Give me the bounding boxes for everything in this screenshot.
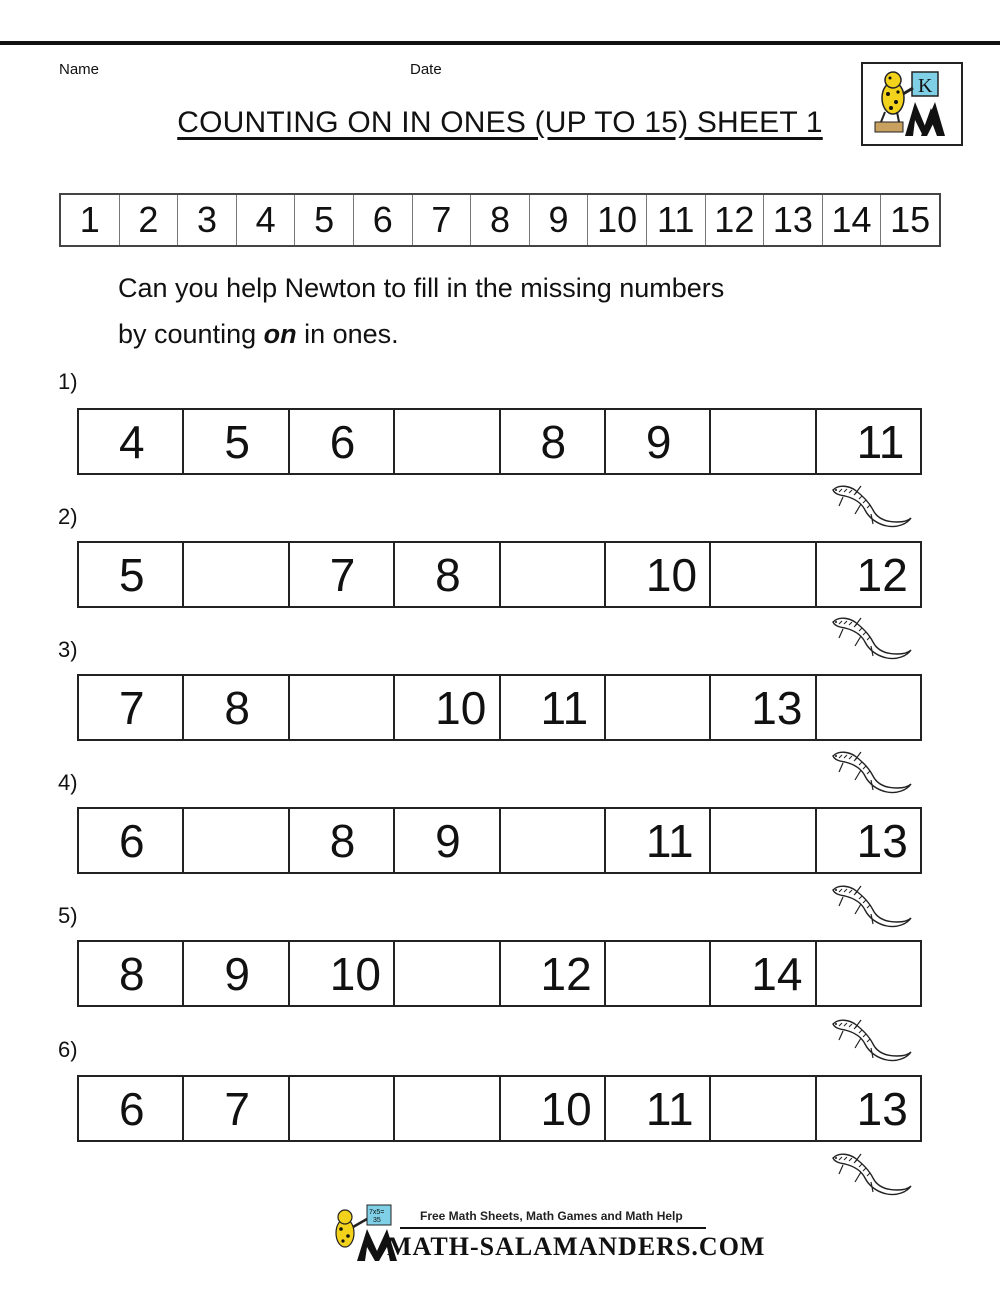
- instruction-line-1: Can you help Newton to fill in the missing numbers: [118, 273, 725, 303]
- footer-tagline: Free Math Sheets, Math Games and Math Help: [420, 1209, 683, 1223]
- answer-box-blank[interactable]: [501, 543, 606, 606]
- page-title: COUNTING ON IN ONES (UP TO 15) SHEET 1: [177, 106, 823, 139]
- answer-box: 12: [501, 942, 606, 1005]
- question-number: 5): [58, 903, 78, 928]
- number-line-cell: 4: [237, 195, 296, 245]
- answer-box: 4: [79, 410, 184, 473]
- answer-box: 11: [606, 1077, 711, 1140]
- answer-box: 7: [184, 1077, 289, 1140]
- answer-box-blank[interactable]: [711, 543, 816, 606]
- question-number: 2): [58, 504, 78, 529]
- number-line-cell: 5: [295, 195, 354, 245]
- number-line-cell: 9: [530, 195, 589, 245]
- newton-salamander-icon: [825, 746, 915, 796]
- footer-rule: [400, 1227, 706, 1229]
- answer-box: 10: [290, 942, 395, 1005]
- number-line-cell: 10: [588, 195, 647, 245]
- answer-box-blank[interactable]: [395, 410, 500, 473]
- answer-box: 5: [79, 543, 184, 606]
- answer-box: 9: [395, 809, 500, 872]
- answer-box: 11: [606, 809, 711, 872]
- answer-box-blank[interactable]: [606, 676, 711, 739]
- name-label: Name: [59, 61, 100, 78]
- answer-box: 12: [856, 548, 908, 601]
- svg-text:35: 35: [373, 1217, 381, 1224]
- question-row: [77, 940, 922, 1007]
- answer-box: 10: [395, 676, 500, 739]
- number-line-cell: 6: [354, 195, 413, 245]
- answer-box-blank[interactable]: [711, 410, 816, 473]
- number-line-cell: 13: [764, 195, 823, 245]
- answer-box-blank[interactable]: [290, 1077, 395, 1140]
- question-row: [77, 541, 922, 608]
- answer-box: 7: [290, 543, 395, 606]
- date-label: Date: [410, 61, 442, 78]
- instruction-emphasis: on: [263, 319, 297, 349]
- answer-box: 10: [501, 1077, 606, 1140]
- svg-text:7x5=: 7x5=: [369, 1209, 385, 1216]
- answer-box-blank[interactable]: [184, 543, 289, 606]
- answer-box: 9: [184, 942, 289, 1005]
- number-line-cell: 2: [120, 195, 179, 245]
- instruction-text-end: in ones.: [296, 319, 399, 349]
- footer-site-link[interactable]: MATH-SALAMANDERS.COM: [387, 1232, 766, 1261]
- instruction-text: by counting: [118, 319, 264, 349]
- answer-box: 7: [79, 676, 184, 739]
- question-number: 3): [58, 637, 78, 662]
- answer-box: 8: [501, 410, 606, 473]
- question-number: 4): [58, 770, 78, 795]
- number-line-cell: 15: [890, 199, 931, 240]
- answer-box: 8: [290, 809, 395, 872]
- question-number: 1): [58, 369, 78, 394]
- question-number: 6): [58, 1037, 78, 1062]
- question-row: [77, 408, 922, 475]
- number-line-cell: 7: [413, 195, 472, 245]
- answer-box-blank[interactable]: [395, 942, 500, 1005]
- answer-box: 6: [79, 1077, 184, 1140]
- answer-box-blank[interactable]: [606, 942, 711, 1005]
- answer-box: 14: [711, 942, 816, 1005]
- number-line-cell: 12: [706, 195, 765, 245]
- answer-box-blank[interactable]: [501, 809, 606, 872]
- number-line-cell: 8: [471, 195, 530, 245]
- newton-salamander-icon: [825, 880, 915, 930]
- newton-salamander-icon: [825, 1148, 915, 1198]
- salamander-k-logo: [861, 62, 963, 146]
- question-row: [77, 1075, 922, 1142]
- answer-box-blank[interactable]: [711, 809, 816, 872]
- answer-box: 6: [290, 410, 395, 473]
- answer-box: 9: [606, 410, 711, 473]
- svg-text:K: K: [918, 75, 933, 97]
- answer-box: 8: [395, 543, 500, 606]
- answer-box: 11: [501, 676, 606, 739]
- newton-salamander-icon: [825, 1014, 915, 1064]
- answer-box: 8: [184, 676, 289, 739]
- answer-box-blank[interactable]: [817, 942, 920, 1005]
- number-line-cell: 1: [61, 195, 120, 245]
- number-line-cell: 11: [647, 195, 706, 245]
- number-line-cell: 14: [823, 195, 882, 245]
- answer-box-blank[interactable]: [817, 676, 920, 739]
- answer-box-blank[interactable]: [711, 1077, 816, 1140]
- top-rule: [0, 41, 1000, 45]
- number-line: [59, 193, 941, 247]
- newton-salamander-icon: [825, 612, 915, 662]
- answer-box-blank[interactable]: [290, 676, 395, 739]
- question-row: [77, 807, 922, 874]
- answer-box: 8: [79, 942, 184, 1005]
- answer-box: 13: [711, 676, 816, 739]
- newton-salamander-icon: [825, 480, 915, 530]
- answer-box: 10: [606, 543, 711, 606]
- answer-box: 6: [79, 809, 184, 872]
- answer-box-blank[interactable]: [395, 1077, 500, 1140]
- answer-box: 11: [856, 415, 905, 468]
- answer-box-blank[interactable]: [184, 809, 289, 872]
- answer-box: 13: [856, 1082, 908, 1135]
- answer-box: 5: [184, 410, 289, 473]
- answer-box: 13: [856, 814, 908, 867]
- question-row: [77, 674, 922, 741]
- number-line-cell: 3: [178, 195, 237, 245]
- instruction-line-2: [118, 319, 399, 350]
